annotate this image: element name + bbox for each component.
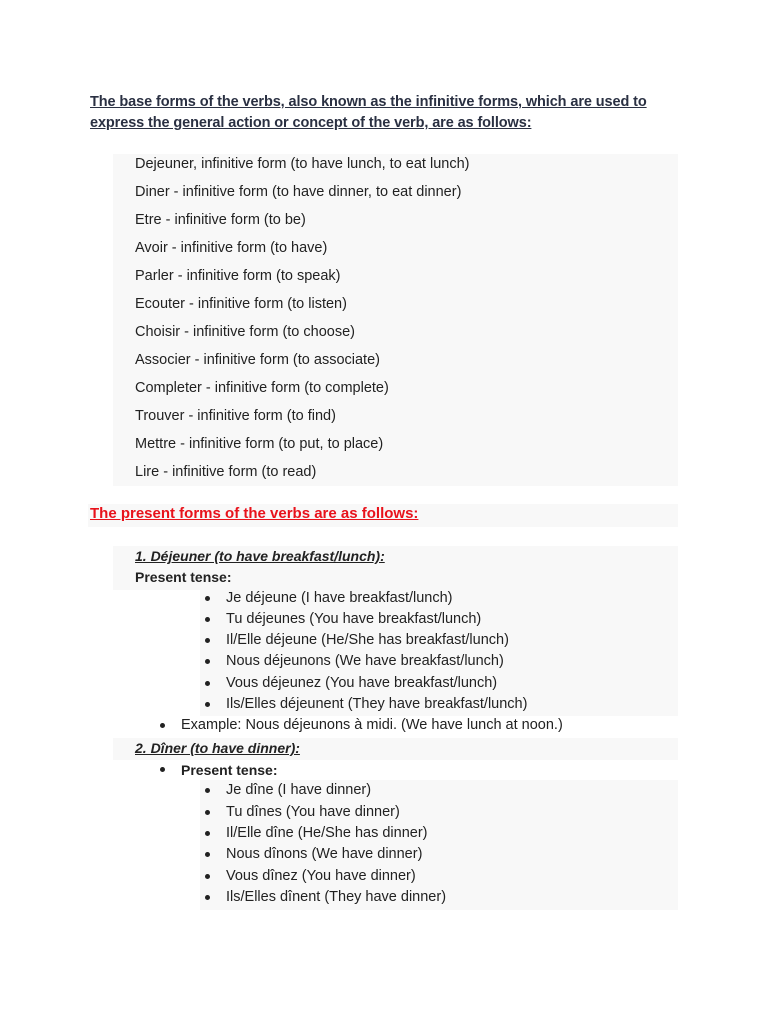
infinitive-item: Diner - infinitive form (to have dinner, to eat dinner) xyxy=(135,184,462,200)
conjugation-item: Nous dînons (We have dinner) xyxy=(226,846,423,862)
bullet-dot xyxy=(205,788,210,793)
infinitive-item: Avoir - infinitive form (to have) xyxy=(135,240,328,256)
infinitive-item: Choisir - infinitive form (to choose) xyxy=(135,324,355,340)
bullet-dot xyxy=(205,895,210,900)
conjugation-item: Il/Elle déjeune (He/She has breakfast/lunch) xyxy=(226,632,509,648)
conjugation-item: Je déjeune (I have breakfast/lunch) xyxy=(226,590,453,606)
conjugation-item: Ils/Elles dînent (They have dinner) xyxy=(226,889,447,905)
infinitive-item: Trouver - infinitive form (to find) xyxy=(135,408,336,424)
conjugation-item: Ils/Elles déjeunent (They have breakfast/lunch) xyxy=(226,696,528,712)
bullet-dot xyxy=(205,596,210,601)
example-text: Example: Nous déjeunons à midi. (We have lunch at noon.) xyxy=(181,717,563,733)
conjugation-item: Nous déjeunons (We have breakfast/lunch) xyxy=(226,653,504,669)
infinitive-heading: The base forms of the verbs, also known as the infinitive forms, which are used to express the general action or concept of the verb, are as follows: xyxy=(90,94,647,131)
bullet-dot xyxy=(205,617,210,622)
bullet-dot xyxy=(205,874,210,879)
infinitive-item: Lire - infinitive form (to read) xyxy=(135,464,317,480)
bullet-dot xyxy=(205,659,210,664)
infinitive-item: Completer - infinitive form (to complete) xyxy=(135,380,389,396)
infinitive-item: Mettre - infinitive form (to put, to place) xyxy=(135,436,384,452)
bullet-dot xyxy=(205,852,210,857)
bullet-dot xyxy=(160,767,165,772)
infinitive-item: Associer - infinitive form (to associate) xyxy=(135,352,380,368)
section1-tense-label: Present tense: xyxy=(135,569,232,585)
conjugation-item: Je dîne (I have dinner) xyxy=(226,782,372,798)
infinitive-item: Ecouter - infinitive form (to listen) xyxy=(135,296,347,312)
bullet-dot xyxy=(205,810,210,815)
infinitive-item: Parler - infinitive form (to speak) xyxy=(135,268,341,284)
conjugation-item: Tu dînes (You have dinner) xyxy=(226,804,400,820)
section1-title: 1. Déjeuner (to have breakfast/lunch): xyxy=(135,548,385,564)
section2-tense-label: Present tense: xyxy=(181,762,278,778)
section2-title: 2. Dîner (to have dinner): xyxy=(135,740,300,756)
bullet-dot xyxy=(205,681,210,686)
infinitive-item: Dejeuner, infinitive form (to have lunch, to eat lunch) xyxy=(135,156,470,172)
present-heading: The present forms of the verbs are as follows: xyxy=(90,505,419,522)
bullet-dot xyxy=(205,831,210,836)
bullet-dot xyxy=(205,638,210,643)
conjugation-item: Tu déjeunes (You have breakfast/lunch) xyxy=(226,611,482,627)
conjugation-item: Il/Elle dîne (He/She has dinner) xyxy=(226,825,428,841)
conjugation-item: Vous déjeunez (You have breakfast/lunch) xyxy=(226,675,498,691)
bullet-dot xyxy=(205,702,210,707)
infinitive-item: Etre - infinitive form (to be) xyxy=(135,212,306,228)
conjugation-item: Vous dînez (You have dinner) xyxy=(226,868,416,884)
bullet-dot xyxy=(160,723,165,728)
